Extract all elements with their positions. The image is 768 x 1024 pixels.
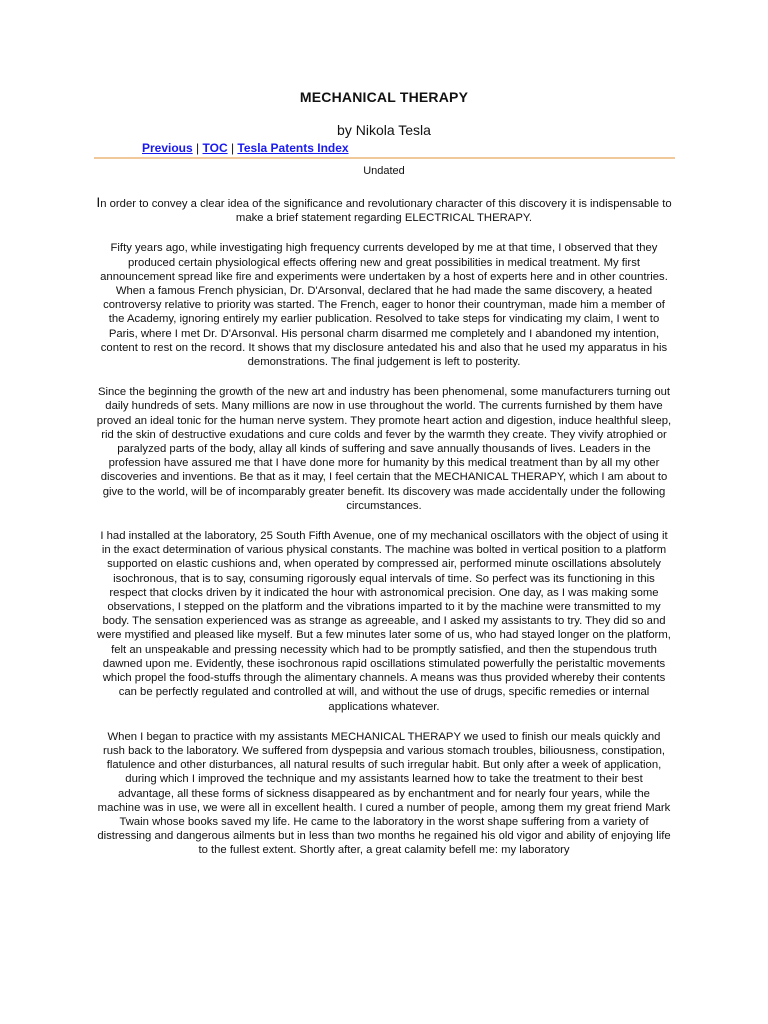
paragraph-text: I had installed at the laboratory, 25 South Fifth Avenue, one of my mechanical oscillators with the object of using it in the exact determination of various physical constants. The machine was bolted in vertical position to a platform supported on elastic cushions and, when operated by compressed air, performed minute oscillations absolutely isochronous, that is to say, consuming rigorously equal intervals of time. So perfect was its functioning in this respect that clocks driven by it indicated the hour with astronomical precision. One day, as I was making some observations, I stepped on the platform and the vibrations imparted to it by the machine were transmitted to my body. The sensation experienced was as strange as agreeable, and I asked my assistants to try. They did so and were mystified and pleased like myself. But a few minutes later some of us, who had stayed longer on the platform, felt an unspeakable and pressing necessity which had to be promptly satisfied, and then the stupendous truth dawned upon me. Evidently, these isochronous rapid oscillations stimulated powerfully the peristaltic movements which propel the food-stuffs through the alimentary channels. A means was thus provided whereby their contents can be perfectly regulated and controlled at will, and without the use of drugs, specific remedies or internal applications whatever. — [97, 530, 671, 713]
paragraph — [96, 241, 672, 369]
document-title: MECHANICAL THERAPY — [299, 89, 469, 105]
paragraph-text: Fifty years ago, while investigating high frequency currents developed by me at that time, I observed that they produced certain physiological effects offering new and great possibilities in medical treatment. My first announcement spread like fire and experiments were undertaken by a host of experts here and in other countries. When a famous French physician, Dr. D'Arsonval, declared that he had made the same discovery, a heated controversy relative to priority was started. The French, eager to honor their countryman, made him a member of the Academy, ignoring entirely my earlier publication. Resolved to take steps for vindicating my claim, I went to Paris, where I met Dr. D'Arsonval. His personal charm disarmed me completely and I abandoned my intention, content to rest on the record. It shows that my disclosure antedated his and also that he used my apparatus in his demonstrations. The final judgement is left to posterity. — [100, 242, 668, 369]
horizontal-divider — [94, 157, 675, 159]
paragraph — [96, 385, 672, 513]
document-date: Undated — [363, 165, 405, 177]
paragraph-text: n order to convey a clear idea of the significance and revolutionary character of this discovery it is indispensable to make a brief statement regarding ELECTRICAL THERAPY. — [100, 198, 672, 225]
paragraph — [96, 730, 672, 858]
author-byline: by Nikola Tesla — [337, 122, 431, 138]
drop-cap: I — [96, 194, 101, 210]
tesla-patents-index-link[interactable]: Tesla Patents Index — [237, 141, 349, 155]
paragraph-text: When I began to practice with my assistants MECHANICAL THERAPY we used to finish our meals quickly and rush back to the laboratory. We suffered from dyspepsia and various stomach troubles, biliousness, constipation, flatulence and other disturbances, all natural results of such irregular habit. But only after a week of application, during which I improved the technique and my assistants learned how to take the treatment to their best advantage, all these forms of sickness disappeared as by enchantment and for nearly four years, while the machine was in use, we were all in excellent health. I cured a number of people, among them my great friend Mark Twain whose books saved my life. He came to the laboratory in the worst shape suffering from a variety of distressing and dangerous ailments but in less than two months he regained his old vigor and ability of enjoying life to the fullest extent. Shortly after, a great calamity befell me: my laboratory — [97, 730, 671, 857]
navigation-links — [142, 141, 349, 155]
paragraph — [96, 195, 672, 225]
paragraph — [96, 529, 672, 714]
toc-link[interactable]: TOC — [202, 141, 228, 155]
paragraph-text: Since the beginning the growth of the new art and industry has been phenomenal, some manufacturers turning out daily hundreds of sets. Many millions are now in use throughout the world. The currents furnished by them have proved an ideal tonic for the human nerve system. They promote heart action and digestion, induce healthful sleep, rid the skin of destructive exudations and cure colds and fever by the warmth they create. They vivify atrophied or paralyzed parts of the body, allay all kinds of suffering and save annually thousands of lives. Leaders in the profession have assured me that I have done more for humanity by this medical treatment than by all my other discoveries and inventions. Be that as it may, I feel certain that the MECHANICAL THERAPY, which I am about to give to the world, will be of incomparably greater benefit. Its discovery was made accidentally under the following circumstances. — [96, 386, 672, 512]
previous-link[interactable]: Previous — [142, 141, 193, 155]
nav-separator: | — [227, 141, 238, 155]
article-body — [96, 195, 672, 874]
nav-separator: | — [192, 141, 203, 155]
